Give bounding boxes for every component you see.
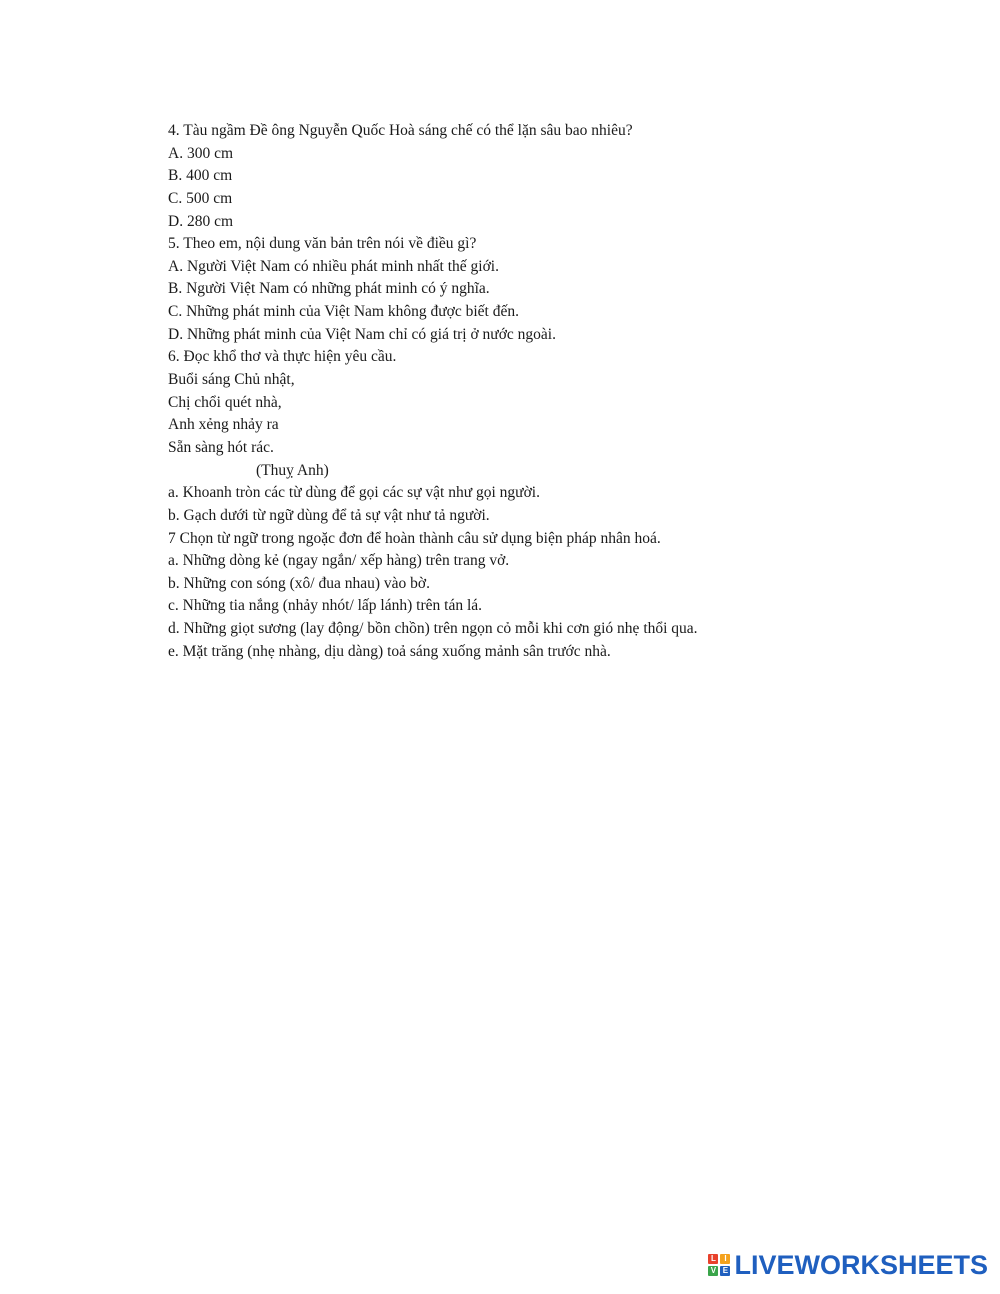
logo-tile-e: E <box>720 1266 730 1276</box>
q7-item-e: e. Mặt trăng (nhẹ nhàng, dịu dàng) toả sáng xuống mảnh sân trước nhà. <box>168 642 611 660</box>
q6-task-a: a. Khoanh tròn các từ dùng để gọi các sự vật như gọi người. <box>168 484 540 502</box>
q7-item-d: d. Những giọt sương (lay động/ bồn chồn) trên ngọn cỏ mỗi khi cơn gió nhẹ thổi qua. <box>168 620 698 638</box>
q6-task-b: b. Gạch dưới từ ngữ dùng để tả sự vật như tả người. <box>168 506 490 524</box>
poem-author: (Thuỵ Anh) <box>256 461 329 479</box>
poem-line-4: Sẵn sàng hót rác. <box>168 438 274 456</box>
q5-option-b: B. Người Việt Nam có những phát minh có ý nghĩa. <box>168 280 490 298</box>
worksheet-content <box>168 120 948 663</box>
logo-tile-v: V <box>708 1266 718 1276</box>
liveworksheets-wordmark: LIVEWORKSHEETS <box>734 1250 988 1280</box>
question-7: 7 Chọn từ ngữ trong ngoặc đơn để hoàn thành câu sử dụng biện pháp nhân hoá. <box>168 529 661 547</box>
q4-option-d: D. 280 cm <box>168 212 234 230</box>
q5-option-d: D. Những phát minh của Việt Nam chỉ có giá trị ở nước ngoài. <box>168 325 556 343</box>
question-4: 4. Tàu ngầm Đề ông Nguyễn Quốc Hoà sáng chế có thể lặn sâu bao nhiêu? <box>168 122 633 139</box>
poem-line-1: Buổi sáng Chủ nhật, <box>168 371 295 389</box>
question-5: 5. Theo em, nội dung văn bản trên nói về điều gì? <box>168 235 477 253</box>
q4-option-a: A. 300 cm <box>168 144 234 162</box>
q7-item-b: b. Những con sóng (xô/ đua nhau) vào bờ. <box>168 574 430 592</box>
q5-option-a: A. Người Việt Nam có nhiều phát minh nhất thế giới. <box>168 257 499 275</box>
poem-line-3: Anh xẻng nhảy ra <box>168 416 279 434</box>
liveworksheets-logo <box>708 1250 988 1280</box>
poem-line-2: Chị chổi quét nhà, <box>168 393 282 411</box>
liveworksheets-logo-icon <box>708 1254 730 1276</box>
q7-item-a: a. Những dòng kẻ (ngay ngắn/ xếp hàng) trên trang vở. <box>168 552 510 570</box>
q4-option-b: B. 400 cm <box>168 167 233 185</box>
q7-item-c: c. Những tia nắng (nhảy nhót/ lấp lánh) trên tán lá. <box>168 597 483 615</box>
logo-tile-i: I <box>720 1254 730 1264</box>
logo-tile-l: L <box>708 1254 718 1264</box>
question-6: 6. Đọc khổ thơ và thực hiện yêu cầu. <box>168 348 397 366</box>
q4-option-c: C. 500 cm <box>168 189 233 207</box>
q5-option-c: C. Những phát minh của Việt Nam không được biết đến. <box>168 303 519 321</box>
